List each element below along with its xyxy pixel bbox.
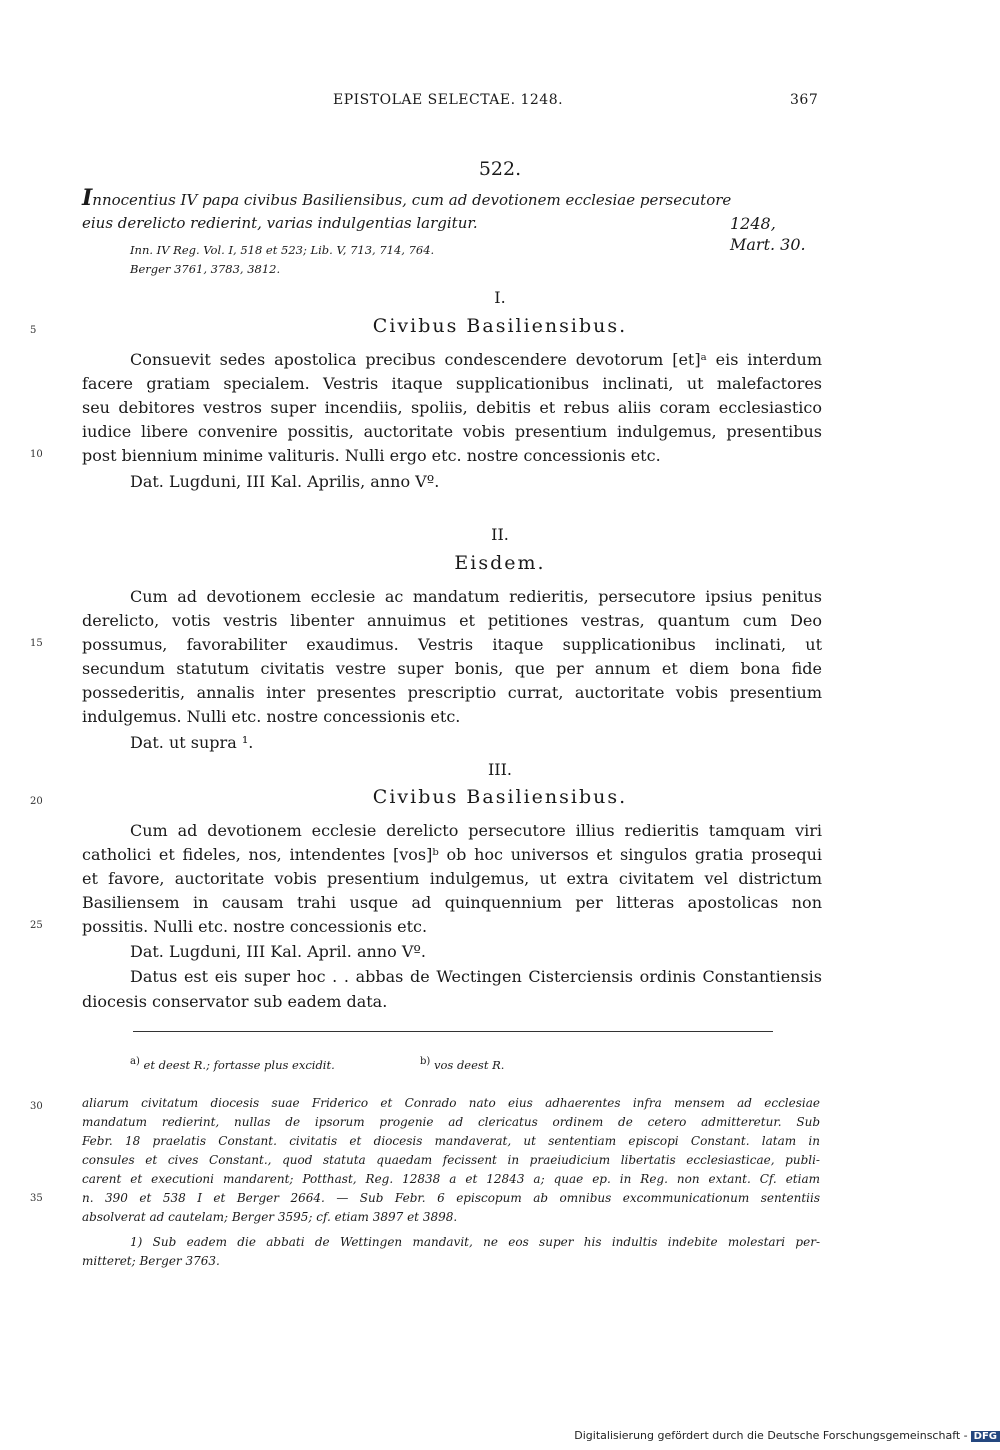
- text-line: iudice libere convenire possitis, auctoritate vobis presentium indulgemus, presentibus: [82, 422, 822, 441]
- section-addressee: Civibus Basiliensibus.: [372, 315, 628, 337]
- text-line: seu debitores vestros super incendiis, spoliis, debitis et rebus aliis coram ecclesiastico: [82, 398, 822, 417]
- text-line: secundum statutum civitatis vestre super bonis, que per annum et diem bona fide: [82, 659, 822, 678]
- apparatus-note-a: [130, 1056, 335, 1072]
- footnote-line: carent et executioni mandarent; Potthast, Reg. 12838 a et 12843 a; quae ep. in Reg. non extant. Cf. etiam: [82, 1172, 820, 1186]
- digitization-credit: [574, 1429, 1000, 1442]
- footnote-line: mitteret; Berger 3763.: [82, 1254, 220, 1268]
- text-line: Datus est eis super hoc . . abbas de Wectingen Cisterciensis ordinis Constantiensis: [130, 967, 822, 986]
- dfg-logo: DFG: [971, 1431, 1000, 1442]
- footnote-line: n. 390 et 538 I et Berger 2664. — Sub Febr. 6 episcopum ab omnibus excommunicationum sententiis: [82, 1191, 820, 1205]
- text-line: et favore, auctoritate vobis presentium indulgemus, ut extra civitatem vel districtum: [82, 869, 822, 888]
- text-line: facere gratiam specialem. Vestris itaque supplicationibus inclinati, ut malefactores: [82, 374, 822, 393]
- footnote-line: absolverat ad cautelam; Berger 3595; cf. etiam 3897 et 3898.: [82, 1210, 458, 1224]
- page-number: 367: [790, 92, 819, 108]
- margin-line-number: 10: [30, 449, 43, 460]
- rubric-line-1: [82, 185, 822, 211]
- footnote-line: Febr. 18 praelatis Constant. civitatis et diocesis mandaverat, ut sententiam episcopi Constant. latam in: [82, 1134, 820, 1148]
- reference-line: Inn. IV Reg. Vol. I, 518 et 523; Lib. V, 713, 714, 764.: [130, 243, 435, 257]
- text-line: diocesis conservator sub eadem data.: [82, 992, 388, 1011]
- reference-line: Berger 3761, 3783, 3812.: [130, 262, 281, 276]
- rubric-text-1: nnocentius IV papa civibus Basiliensibus, cum ad devotionem ecclesiae persecutore: [92, 191, 732, 209]
- dating-line: Dat. Lugduni, III Kal. April. anno Vº.: [130, 942, 426, 961]
- text-line: Basiliensem in causam trahi usque ad quinquennium per litteras apostolicas non: [82, 893, 822, 912]
- text-line: Cum ad devotionem ecclesie ac mandatum redieritis, persecutore ipsius penitus: [130, 587, 822, 606]
- footnote-line: 1) Sub eadem die abbati de Wettingen mandavit, ne eos super his indultis indebite molestari per-: [130, 1235, 820, 1249]
- footnote-line: consules et cives Constant., quod statuta quaedam fecissent in praeiudicium libertatis ecclesiasticae, publi-: [82, 1153, 820, 1167]
- text-line: Cum ad devotionem ecclesie derelicto persecutore illius redieritis tamquam viri: [130, 821, 822, 840]
- apparatus-mark: b): [420, 1056, 431, 1067]
- footnote-line: aliarum civitatum diocesis suae Friderico et Conrado nato eius adhaerentes infra mensem ad ecclesiae: [82, 1096, 820, 1110]
- footnote-line: mandatum redierint, nullas de ipsorum progenie ad clericatus ordinem de cetero admitteretur. Sub: [82, 1115, 820, 1129]
- footnote-separator: [133, 1031, 773, 1032]
- section-number: III.: [487, 760, 513, 779]
- text-line: possitis. Nulli etc. nostre concessionis etc.: [82, 917, 428, 936]
- text-line: Consuevit sedes apostolica precibus condescendere devotorum [et]ᵃ eis interdum: [130, 350, 822, 369]
- section-addressee: Eisdem.: [454, 552, 546, 574]
- text-line: possederitis, annalis inter presentes prescriptio currat, auctoritate vobis presentium: [82, 683, 822, 702]
- rubric-text-2: eius derelicto redierint, varias indulgentias largitur.: [82, 214, 478, 232]
- margin-line-number: 20: [30, 796, 43, 807]
- apparatus-note-b: [420, 1056, 504, 1072]
- rubric-date: 1248, Mart. 30.: [730, 214, 806, 254]
- section-number: I.: [494, 288, 506, 307]
- dating-line: Dat. Lugduni, III Kal. Aprilis, anno Vº.: [130, 472, 440, 491]
- dating-line: Dat. ut supra ¹.: [130, 733, 254, 752]
- margin-line-number: 5: [30, 325, 37, 336]
- margin-line-number: 15: [30, 638, 43, 649]
- apparatus-text: et deest R.; fortasse plus excidit.: [143, 1057, 335, 1072]
- section-addressee: Civibus Basiliensibus.: [372, 786, 628, 808]
- apparatus-mark: a): [130, 1056, 140, 1067]
- text-line: derelicto, votis vestris libenter annuimus et petitiones vestras, quantum cum Deo: [82, 611, 822, 630]
- text-line: catholici et fideles, nos, intendentes [vos]ᵇ ob hoc universos et singulos gratia prosequi: [82, 845, 822, 864]
- text-line: post biennium minime valituris. Nulli ergo etc. nostre concessionis etc.: [82, 446, 661, 465]
- text-line: indulgemus. Nulli etc. nostre concessionis etc.: [82, 707, 461, 726]
- margin-line-number: 35: [30, 1193, 43, 1204]
- section-number: II.: [491, 525, 509, 544]
- credit-text: Digitalisierung gefördert durch die Deutsche Forschungsgemeinschaft -: [574, 1429, 968, 1442]
- margin-line-number: 30: [30, 1101, 43, 1112]
- running-title: EPISTOLAE SELECTAE. 1248.: [333, 92, 564, 108]
- apparatus-text: vos deest R.: [433, 1057, 505, 1072]
- margin-line-number: 25: [30, 920, 43, 931]
- text-line: possumus, favorabiliter exaudimus. Vestris itaque supplicationibus inclinati, ut: [82, 635, 822, 654]
- document-number: 522.: [478, 158, 522, 180]
- rubric-initial: I: [82, 185, 93, 211]
